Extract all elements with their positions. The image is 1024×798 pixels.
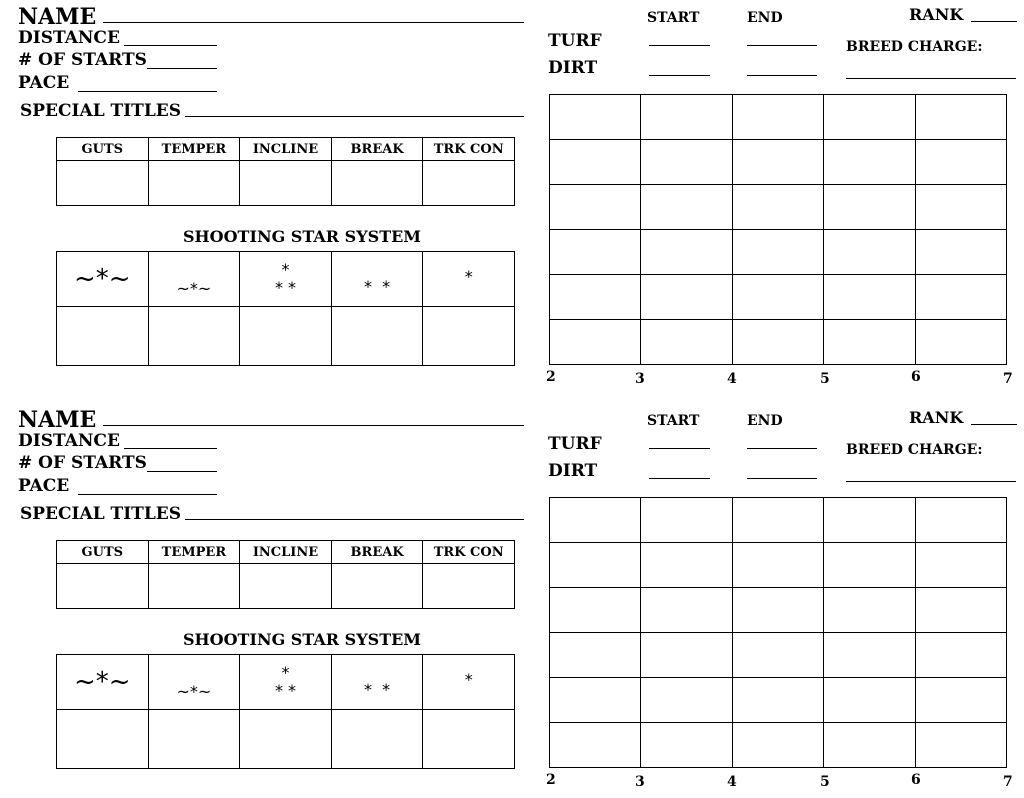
name-label: NAME xyxy=(18,407,97,433)
star-symbol: * * xyxy=(363,277,391,297)
grid-cell[interactable] xyxy=(732,588,823,633)
rank-field[interactable] xyxy=(971,424,1017,425)
end-label: END xyxy=(747,413,783,429)
star-col-5 xyxy=(423,252,515,307)
turf-start-field[interactable] xyxy=(649,45,710,46)
grid-cell[interactable] xyxy=(824,185,915,230)
grid-cell[interactable] xyxy=(732,723,823,768)
grid-cell[interactable] xyxy=(550,588,641,633)
grid-cell[interactable] xyxy=(732,633,823,678)
x-tick-label: 7 xyxy=(1003,371,1013,387)
rank-label: RANK xyxy=(909,5,964,24)
starts-label: # OF STARTS xyxy=(18,453,147,473)
x-tick-label: 4 xyxy=(727,371,737,387)
attr-cell-guts[interactable] xyxy=(57,564,149,609)
pace-field[interactable] xyxy=(78,91,217,92)
grid-row xyxy=(550,230,1007,275)
x-tick-label: 2 xyxy=(546,772,556,788)
grid-cell[interactable] xyxy=(915,498,1006,543)
special-titles-field[interactable] xyxy=(185,519,524,520)
attr-cell-break[interactable] xyxy=(331,564,423,609)
x-tick-label: 3 xyxy=(635,371,645,387)
star-symbol: ~*~ xyxy=(176,682,212,702)
attribute-value-row xyxy=(57,564,515,609)
star-col-2 xyxy=(148,655,240,710)
starts-field[interactable] xyxy=(147,471,217,472)
start-label: START xyxy=(647,413,700,429)
grid-cell[interactable] xyxy=(550,723,641,768)
turf-start-field[interactable] xyxy=(649,448,710,449)
x-tick-label: 3 xyxy=(635,774,645,790)
grid-cell[interactable] xyxy=(732,185,823,230)
star-symbol-row xyxy=(57,252,515,307)
star-cell-5[interactable] xyxy=(423,307,515,366)
grid-cell[interactable] xyxy=(641,543,732,588)
star-symbol: ~*~ xyxy=(74,667,131,697)
special-titles-field[interactable] xyxy=(185,116,524,117)
turf-label: TURF xyxy=(548,434,602,454)
star-col-4 xyxy=(331,655,423,710)
grid-cell[interactable] xyxy=(732,275,823,320)
breed-charge-field[interactable] xyxy=(846,78,1016,79)
distance-field[interactable] xyxy=(124,448,217,449)
grid-row xyxy=(550,633,1007,678)
star-value-row xyxy=(57,710,515,769)
attr-cell-incline[interactable] xyxy=(240,564,332,609)
attribute-table xyxy=(56,137,515,206)
performance-grid xyxy=(549,94,1007,365)
star-symbol-row xyxy=(57,655,515,710)
star-system-title: SHOOTING STAR SYSTEM xyxy=(183,630,422,649)
star-cell-4[interactable] xyxy=(331,710,423,769)
star-cell-3[interactable] xyxy=(240,307,332,366)
attr-cell-temper[interactable] xyxy=(148,564,240,609)
grid-cell[interactable] xyxy=(824,140,915,185)
grid-row xyxy=(550,320,1007,365)
grid-cell[interactable] xyxy=(550,185,641,230)
attr-header-guts: GUTS xyxy=(57,541,149,564)
grid-cell[interactable] xyxy=(641,498,732,543)
grid-cell[interactable] xyxy=(824,723,915,768)
name-label: NAME xyxy=(18,4,97,30)
turf-end-field[interactable] xyxy=(747,448,817,449)
attr-cell-guts[interactable] xyxy=(57,161,149,206)
grid-row xyxy=(550,723,1007,768)
grid-cell[interactable] xyxy=(915,185,1006,230)
grid-cell[interactable] xyxy=(732,140,823,185)
attr-cell-trk-con[interactable] xyxy=(423,564,515,609)
grid-cell[interactable] xyxy=(732,320,823,365)
grid-cell[interactable] xyxy=(732,230,823,275)
attr-cell-incline[interactable] xyxy=(240,161,332,206)
start-label: START xyxy=(647,10,700,26)
performance-grid xyxy=(549,497,1007,768)
grid-cell[interactable] xyxy=(550,140,641,185)
star-col-3 xyxy=(240,655,332,710)
grid-cell[interactable] xyxy=(732,498,823,543)
dirt-label: DIRT xyxy=(548,461,598,481)
x-tick-label: 2 xyxy=(546,369,556,385)
grid-row xyxy=(550,140,1007,185)
grid-cell[interactable] xyxy=(915,140,1006,185)
star-symbol: * * * xyxy=(274,260,297,297)
star-col-2 xyxy=(148,252,240,307)
dirt-start-field[interactable] xyxy=(649,478,710,479)
distance-label: DISTANCE xyxy=(18,28,120,48)
attr-header-incline: INCLINE xyxy=(240,541,332,564)
turf-end-field[interactable] xyxy=(747,45,817,46)
grid-cell[interactable] xyxy=(915,275,1006,320)
attr-header-temper: TEMPER xyxy=(148,541,240,564)
grid-cell[interactable] xyxy=(641,140,732,185)
breed-charge-label: BREED CHARGE: xyxy=(846,442,983,458)
pace-label: PACE xyxy=(18,73,70,93)
star-value-row xyxy=(57,307,515,366)
star-table xyxy=(56,251,515,366)
star-symbol: ~*~ xyxy=(176,279,212,299)
grid-cell[interactable] xyxy=(641,230,732,275)
x-tick-label: 7 xyxy=(1003,774,1013,790)
end-label: END xyxy=(747,10,783,26)
pace-field[interactable] xyxy=(78,494,217,495)
grid-cell[interactable] xyxy=(550,498,641,543)
grid-cell[interactable] xyxy=(732,543,823,588)
star-symbol: * xyxy=(464,670,473,690)
star-cell-4[interactable] xyxy=(331,307,423,366)
grid-cell[interactable] xyxy=(732,678,823,723)
attr-header-trk-con: TRK CON xyxy=(423,138,515,161)
star-cell-2[interactable] xyxy=(148,710,240,769)
grid-cell[interactable] xyxy=(915,95,1006,140)
grid-cell[interactable] xyxy=(550,633,641,678)
star-symbol: * xyxy=(464,267,473,287)
attr-header-temper: TEMPER xyxy=(148,138,240,161)
star-cell-1[interactable] xyxy=(57,307,149,366)
attr-cell-temper[interactable] xyxy=(148,161,240,206)
star-system-title: SHOOTING STAR SYSTEM xyxy=(183,227,422,246)
grid-row xyxy=(550,543,1007,588)
x-tick-label: 4 xyxy=(727,774,737,790)
grid-cell[interactable] xyxy=(824,543,915,588)
horse-record-sheet xyxy=(0,0,1024,395)
grid-cell[interactable] xyxy=(915,723,1006,768)
distance-label: DISTANCE xyxy=(18,431,120,451)
grid-cell[interactable] xyxy=(915,588,1006,633)
grid-cell[interactable] xyxy=(824,95,915,140)
grid-cell[interactable] xyxy=(641,678,732,723)
attr-cell-break[interactable] xyxy=(331,161,423,206)
attribute-table xyxy=(56,540,515,609)
grid-row xyxy=(550,678,1007,723)
attr-header-guts: GUTS xyxy=(57,138,149,161)
attribute-header-row xyxy=(57,541,515,564)
name-field[interactable] xyxy=(103,22,524,23)
star-col-1 xyxy=(57,252,149,307)
dirt-start-field[interactable] xyxy=(649,75,710,76)
x-tick-label: 6 xyxy=(911,772,921,788)
star-table xyxy=(56,654,515,769)
x-tick-label: 5 xyxy=(820,774,830,790)
special-titles-label: SPECIAL TITLES xyxy=(20,504,182,524)
grid-cell[interactable] xyxy=(550,543,641,588)
star-cell-5[interactable] xyxy=(423,710,515,769)
grid-row xyxy=(550,275,1007,320)
x-tick-label: 5 xyxy=(820,371,830,387)
horse-record-sheet xyxy=(0,403,1024,798)
grid-cell[interactable] xyxy=(641,185,732,230)
grid-cell[interactable] xyxy=(824,678,915,723)
grid-cell[interactable] xyxy=(824,498,915,543)
grid-cell[interactable] xyxy=(824,275,915,320)
attribute-value-row xyxy=(57,161,515,206)
grid-cell[interactable] xyxy=(915,678,1006,723)
x-tick-label: 6 xyxy=(911,369,921,385)
attr-cell-trk-con[interactable] xyxy=(423,161,515,206)
grid-cell[interactable] xyxy=(915,230,1006,275)
star-cell-1[interactable] xyxy=(57,710,149,769)
grid-cell[interactable] xyxy=(824,320,915,365)
rank-label: RANK xyxy=(909,408,964,427)
dirt-label: DIRT xyxy=(548,58,598,78)
star-symbol: * * * xyxy=(274,663,297,700)
grid-cell[interactable] xyxy=(550,320,641,365)
grid-cell[interactable] xyxy=(915,633,1006,678)
starts-field[interactable] xyxy=(147,68,217,69)
grid-cell[interactable] xyxy=(550,230,641,275)
name-field[interactable] xyxy=(103,425,524,426)
star-symbol: ~*~ xyxy=(74,264,131,294)
special-titles-label: SPECIAL TITLES xyxy=(20,101,182,121)
grid-row xyxy=(550,185,1007,230)
grid-cell[interactable] xyxy=(824,588,915,633)
grid-cell[interactable] xyxy=(641,588,732,633)
star-cell-2[interactable] xyxy=(148,307,240,366)
starts-label: # OF STARTS xyxy=(18,50,147,70)
dirt-end-field[interactable] xyxy=(747,478,817,479)
grid-row xyxy=(550,95,1007,140)
attribute-header-row xyxy=(57,138,515,161)
star-cell-3[interactable] xyxy=(240,710,332,769)
grid-cell[interactable] xyxy=(641,95,732,140)
attr-header-break: BREAK xyxy=(331,541,423,564)
dirt-end-field[interactable] xyxy=(747,75,817,76)
star-col-5 xyxy=(423,655,515,710)
star-col-3 xyxy=(240,252,332,307)
grid-cell[interactable] xyxy=(550,95,641,140)
attr-header-break: BREAK xyxy=(331,138,423,161)
breed-charge-label: BREED CHARGE: xyxy=(846,39,983,55)
attr-header-trk-con: TRK CON xyxy=(423,541,515,564)
grid-cell[interactable] xyxy=(824,633,915,678)
grid-row xyxy=(550,498,1007,543)
grid-cell[interactable] xyxy=(915,320,1006,365)
grid-cell[interactable] xyxy=(732,95,823,140)
grid-cell[interactable] xyxy=(824,230,915,275)
grid-row xyxy=(550,588,1007,633)
grid-cell[interactable] xyxy=(641,723,732,768)
star-col-4 xyxy=(331,252,423,307)
star-col-1 xyxy=(57,655,149,710)
rank-field[interactable] xyxy=(971,21,1017,22)
grid-cell[interactable] xyxy=(641,633,732,678)
grid-cell[interactable] xyxy=(641,320,732,365)
star-symbol: * * xyxy=(363,680,391,700)
pace-label: PACE xyxy=(18,476,70,496)
grid-cell[interactable] xyxy=(641,275,732,320)
grid-cell[interactable] xyxy=(550,678,641,723)
attr-header-incline: INCLINE xyxy=(240,138,332,161)
distance-field[interactable] xyxy=(124,45,217,46)
grid-cell[interactable] xyxy=(915,543,1006,588)
breed-charge-field[interactable] xyxy=(846,481,1016,482)
turf-label: TURF xyxy=(548,31,602,51)
grid-cell[interactable] xyxy=(550,275,641,320)
